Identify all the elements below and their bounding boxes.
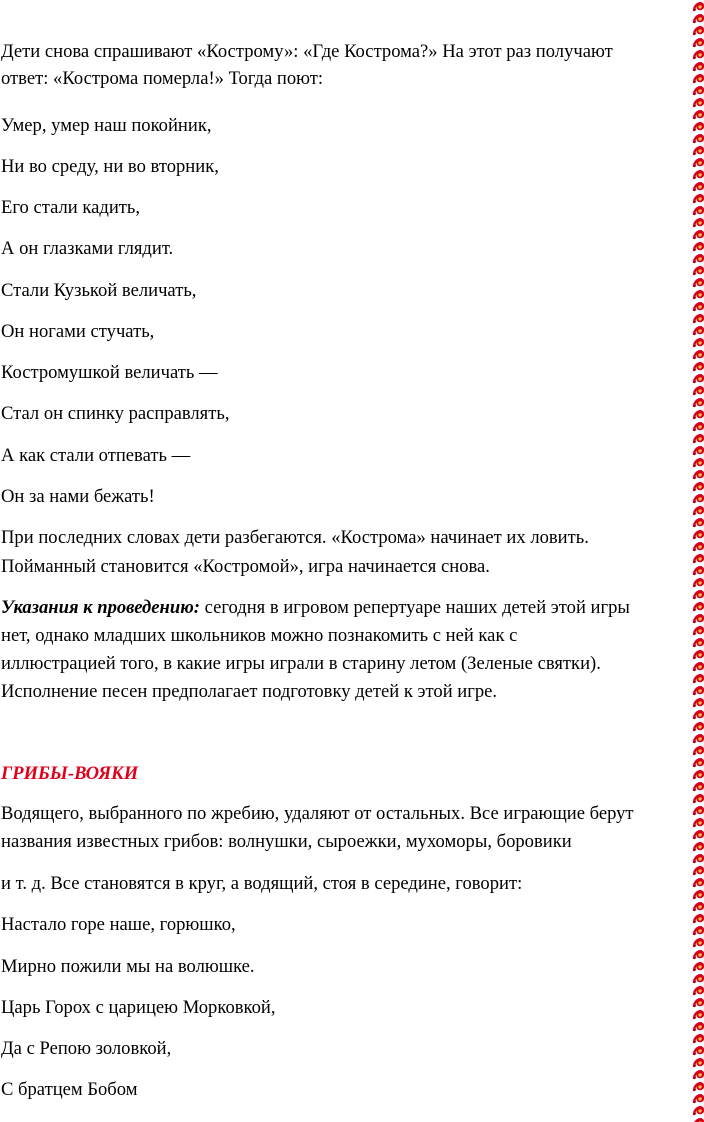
verse-line: Стал он спинку расправлять, [1,403,230,424]
verse-line: Он ногами стучать, [1,321,155,342]
text-line: названия известных грибов: волнушки, сыроежки, мухоморы, боровики [1,831,572,852]
text-line: Пойманный становится «Костромой», игра начинается снова. [1,556,490,577]
text-line: ответ: «Кострома померла!» Тогда поют: [1,68,324,89]
verse-line: Умер, умер наш покойник, [1,115,212,136]
decorative-border-icon [692,0,704,1122]
instructions-line: нет, однако младших школьников можно познакомить с ней как с [1,625,518,646]
instructions-line: иллюстрацией того, в какие игры играли в старину летом (Зеленые святки). [1,653,601,674]
verse-line: Настало горе наше, горюшко, [1,914,236,935]
verse-line: А он глазками глядит. [1,238,174,259]
verse-line: Царь Горох с царицею Морковкой, [1,997,276,1018]
text-line: Водящего, выбранного по жребию, удаляют от остальных. Все играющие берут [1,803,634,824]
verse-line: Ни во среду, ни во вторник, [1,156,219,177]
verse-line: Стали Кузькой величать, [1,280,197,301]
text-line: При последних словах дети разбегаются. «Кострома» начинает их ловить. [1,527,589,548]
verse-line: Костромушкой величать — [1,362,218,383]
verse-line: Мирно пожили мы на волюшке. [1,956,255,977]
verse-line: Да с Репою золовкой, [1,1038,172,1059]
verse-line: С братцем Бобом [1,1079,138,1100]
instructions-line [1,595,689,620]
instructions-text: сегодня в игровом репертуаре наших детей этой игры [199,597,630,618]
instructions-line: Исполнение песен предполагает подготовку детей к этой игре. [1,681,498,702]
verse-line: Он за нами бежать! [1,486,155,507]
verse-line: Его стали кадить, [1,197,141,218]
text-line: Дети снова спрашивают «Кострому»: «Где Кострома?» На этот раз получают [1,41,613,62]
section-title: ГРИБЫ-ВОЯКИ [1,763,139,784]
instructions-label: Указания к проведению: [1,597,200,618]
decorative-border [692,0,704,1122]
verse-line: А как стали отпевать — [1,445,191,466]
text-line: и т. д. Все становятся в круг, а водящий, стоя в середине, говорит: [1,873,523,894]
